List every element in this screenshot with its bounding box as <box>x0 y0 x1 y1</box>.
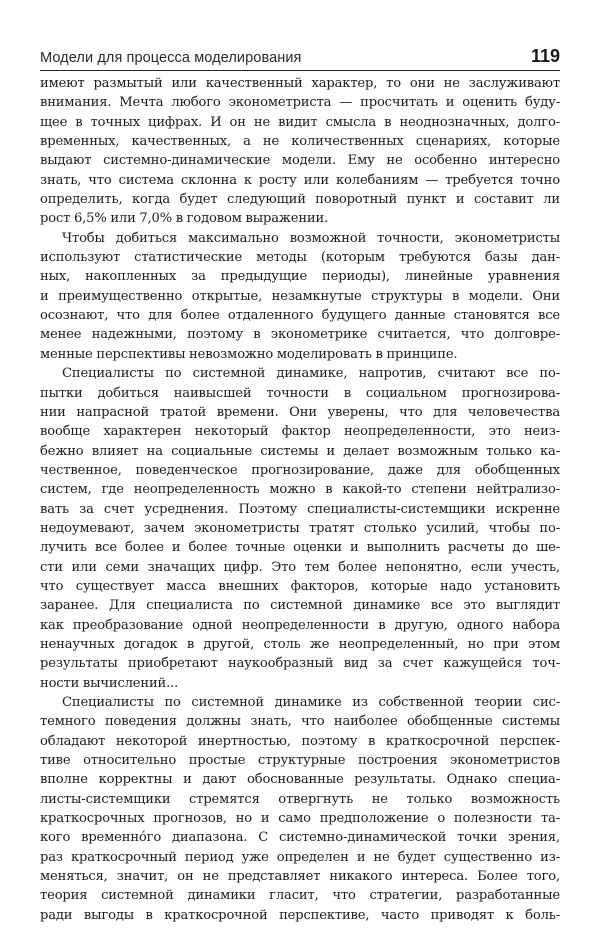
text-line: кого временно́го диапазона. С системно-динамической точки зрения, <box>40 830 560 846</box>
text-line: теория системной динамики гласит, что стратегии, разработанные <box>40 888 560 904</box>
text-line: используют статистические методы (которым требуются базы дан- <box>40 250 560 266</box>
text-line: вполне корректны и дают обоснованные результаты. Однако специа- <box>40 772 560 788</box>
text-line: пытки добиться наивысшей точности в социальном прогнозирова- <box>40 385 560 401</box>
text-line: обладают некоторой инертностью, поэтому в краткосрочной перспек- <box>40 733 560 749</box>
text-line: листы-системщики стремятся отвергнуть не только возможность <box>40 791 560 807</box>
text-line: ради выгоды в краткосрочной перспективе, часто приводят к боль- <box>40 907 560 923</box>
text-line: ных, накопленных за предыдущие периоды), линейные уравнения <box>40 269 560 285</box>
text-line: сти или семи значащих цифр. Это тем более непонятно, если учесть, <box>40 559 560 575</box>
text-line: раз краткосрочный период уже определен и не будет существенно из- <box>40 849 560 865</box>
paragraph <box>40 364 560 693</box>
text-line: определить, когда будет следующий поворотный пункт и составит ли <box>40 192 560 208</box>
text-line: чественное, поведенческое прогнозирование, даже для обобщенных <box>40 462 560 478</box>
text-line: заранее. Для специалиста по системной динамике все это выглядит <box>40 598 560 614</box>
text-line: Специалисты по системной динамике из собственной теории сис- <box>62 695 560 710</box>
text-line: рост 6,5% или 7,0% в годовом выражении. <box>40 211 329 227</box>
paragraph <box>40 229 560 364</box>
text-line: систем, где неопределенность можно в какой-то степени нейтрализо- <box>40 482 560 498</box>
text-line: нии напрасной тратой времени. Они уверены, что для человечества <box>40 404 560 420</box>
text-line: менные перспективы невозможно моделировать в принципе. <box>40 346 458 362</box>
text-line: знать, что система склонна к росту или колебаниям — требуется точно <box>40 172 560 188</box>
text-line: менее надежными, поэтому в эконометрике считается, что долговре- <box>40 327 560 343</box>
text-line: темного поведения должны знать, что наиболее обобщенные системы <box>40 714 560 730</box>
text-line: Чтобы добиться максимально возможной точности, эконометристы <box>62 230 560 246</box>
text-line: вообще характерен некоторый фактор неопределенности, это неиз- <box>40 424 560 440</box>
running-header <box>40 44 560 71</box>
paragraph <box>40 693 560 925</box>
page-body <box>40 74 560 925</box>
text-line: краткосрочных прогнозов, но и само предположение о полезности та- <box>40 811 560 827</box>
text-line: меняться, значит, он не представляет никакого интереса. Более того, <box>40 869 560 885</box>
text-line: осознают, что для более отдаленного будущего данные становятся все <box>40 308 560 324</box>
text-line: имеют размытый или качественный характер, то они не заслуживают <box>40 76 560 91</box>
page-number: 119 <box>530 46 560 66</box>
text-line: внимания. Мечта любого эконометриста — просчитать и оценить буду- <box>40 95 560 111</box>
text-line: временных, качественных, а не количественных сценариях, которые <box>40 134 560 150</box>
text-line: лучить все более и более точные оценки и выполнить расчеты до ше- <box>40 540 560 556</box>
text-line: выдают системно-динамические модели. Ему не особенно интересно <box>40 153 560 169</box>
text-line: вать за счет усреднения. Поэтому специалисты-системщики искренне <box>40 501 560 517</box>
paragraph <box>40 74 560 229</box>
running-title: Модели для процесса моделирования <box>40 50 302 66</box>
text-line: что существует масса внешних факторов, которые надо установить <box>40 578 560 594</box>
text-line: как преобразование одной неопределенности в другую, одного набора <box>40 617 560 633</box>
text-line: ности вычислений... <box>40 675 179 691</box>
text-line: результаты приобретают наукообразный вид за счет кажущейся точ- <box>40 656 560 672</box>
text-line: бежно влияет на социальные системы и делает возможным только ка- <box>40 443 560 459</box>
text-line: Специалисты по системной динамике, напротив, считают все по- <box>62 366 560 382</box>
text-line: ненаучных догадок в другой, столь же неопределенный, но при этом <box>40 636 560 652</box>
text-line: и преимущественно открытые, незамкнутые структуры в модели. Они <box>40 288 560 304</box>
text-line: щее в точных цифрах. И он не видит смысла в неоднозначных, долго- <box>40 114 560 130</box>
text-line: недоумевают, зачем эконометристы тратят столько усилий, чтобы по- <box>40 520 560 536</box>
text-line: тиве относительно простые структурные построения эконометристов <box>40 753 560 769</box>
